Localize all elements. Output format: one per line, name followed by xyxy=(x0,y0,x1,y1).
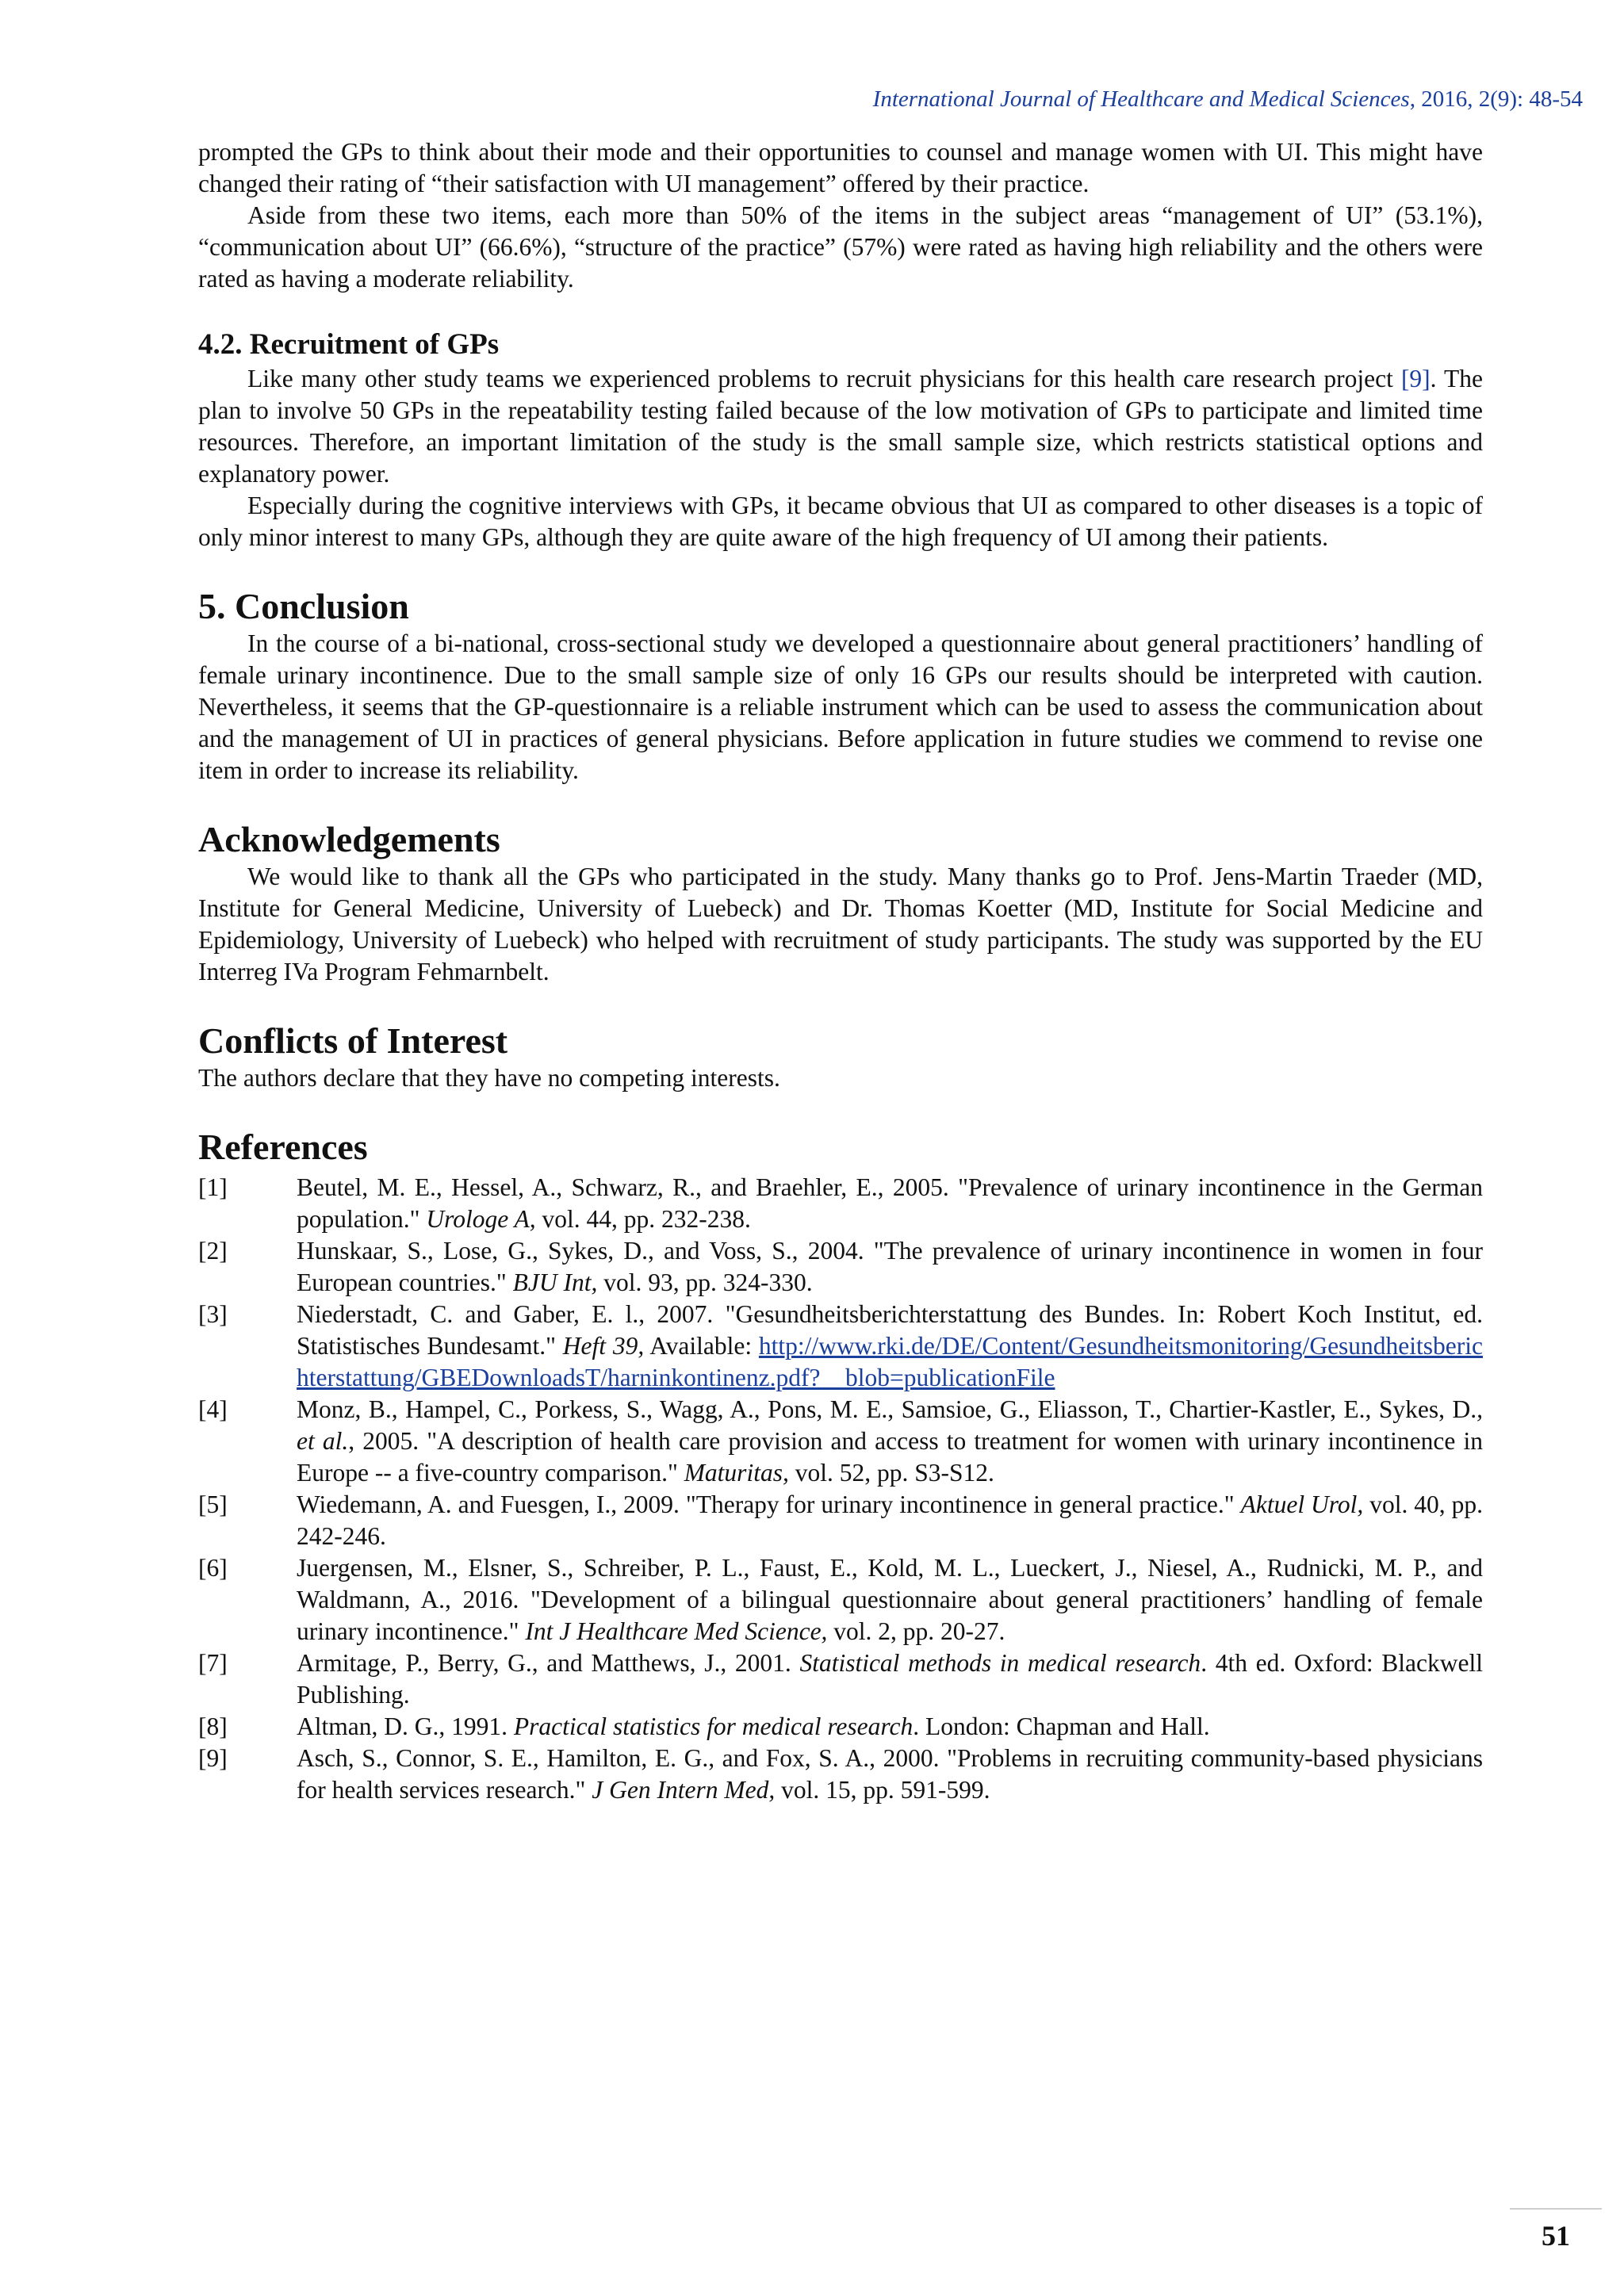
text: Like many other study teams we experienced problems to recruit physicians for this health care research project xyxy=(247,365,1401,392)
text: vol. 2, pp. 20-27. xyxy=(827,1617,1005,1645)
journal-title: BJU Int, xyxy=(512,1269,598,1296)
reference-number: [2] xyxy=(198,1237,228,1265)
text: Altman, D. G., 1991. xyxy=(297,1712,514,1740)
paragraph: prompted the GPs to think about their mode and their opportunities to counsel and manage women with UI. This might have changed their rating of “their satisfaction with UI management” offered by their practice. xyxy=(198,138,1483,197)
section-heading-conclusion: 5. Conclusion xyxy=(198,586,409,626)
text: Hunskaar, S., Lose, G., Sykes, D., and Voss, S., 2004. "The prevalence of urinary incontinence in women in four European countries." xyxy=(297,1237,1483,1296)
reference-item xyxy=(198,1394,1483,1489)
page-number: 51 xyxy=(1542,2220,1570,2252)
reference-number: [6] xyxy=(198,1554,228,1582)
text: , 2005. "A description of health care provision and access to treatment for women with urinary incontinence in Europe -- a five-country comparison." xyxy=(297,1427,1483,1487)
reference-number: [7] xyxy=(198,1649,228,1677)
reference-item xyxy=(198,1711,1483,1743)
text: . The plan to involve 50 GPs in the repeatability testing failed because of the low motivation of GPs to participate and limited time resources. Therefore, an important limitation of the study is the small sample size, which restricts statistical options and explanatory power. xyxy=(198,365,1484,488)
running-header xyxy=(873,86,1583,113)
section-heading-recruitment: 4.2. Recruitment of GPs xyxy=(198,328,500,361)
footer-divider xyxy=(1510,2208,1602,2210)
text: Wiedemann, A. and Fuesgen, I., 2009. "Therapy for urinary incontinence in general practice." xyxy=(297,1490,1241,1518)
journal-title: Maturitas, xyxy=(684,1459,789,1487)
main-text xyxy=(198,136,1483,1806)
text: Monz, B., Hampel, C., Porkess, S., Wagg, A., Pons, M. E., Samsioe, G., Eliasson, T., Chartier-Kastler, E., Sykes, D. xyxy=(297,1395,1477,1423)
text: . 4th ed. Oxford: Blackwell Publishing. xyxy=(297,1649,1484,1709)
reference-number: [9] xyxy=(198,1744,228,1772)
section-heading-conflicts: Conflicts of Interest xyxy=(198,1020,508,1061)
reference-url-link[interactable]: http://www.rki.de/DE/Content/Gesundheitsmonitoring/Gesundheitsberichterstattung/GBEDownloadsT/harninkontinenz.pdf?__blob=publicationFile xyxy=(297,1332,1484,1391)
journal-citation: , 2016, 2(9): 48-54 xyxy=(1409,86,1583,112)
paragraph: We would like to thank all the GPs who participated in the study. Many thanks go to Prof. Jens-Martin Traeder (MD, Institute for General Medicine, University of Luebeck) and Dr. Thomas Koetter (MD, Institute for Social Medicine and Epidemiology, University of Luebeck) who helped with recruitment of study participants. The study was supported by the EU Interreg IVa Program Fehmarnbelt. xyxy=(198,863,1483,985)
book-title: Statistical methods in medical research xyxy=(799,1649,1201,1677)
paragraph: In the course of a bi-national, cross-sectional study we developed a questionnaire about general practitioners’ handling of female urinary incontinence. Due to the small sample size of only 16 GPs our results should be interpreted with caution. Nevertheless, it seems that the GP-questionnaire is a reliable instrument which can be used to assess the communication about and the management of UI in practices of general physicians. Before application in future studies we commend to revise one item in order to increase its reliability. xyxy=(198,629,1483,784)
paragraph: The authors declare that they have no competing interests. xyxy=(198,1064,780,1092)
text: vol. 15, pp. 591-599. xyxy=(775,1776,990,1804)
reference-number: [3] xyxy=(198,1300,228,1328)
text: vol. 44, pp. 232-238. xyxy=(535,1205,751,1233)
journal-title: Urologe A, xyxy=(426,1205,536,1233)
paragraph: Aside from these two items, each more than 50% of the items in the subject areas “management of UI” (53.1%), “communication about UI” (66.6%), “structure of the practice” (57%) were rated as having high reliability and the others were rated as having a moderate reliability. xyxy=(198,201,1483,293)
text: Niederstadt, C. and Gaber, E. l., 2007. "Gesundheitsberichterstattung des Bundes. In: Robert Koch Institut, ed. Statistisches Bundesamt." xyxy=(297,1300,1483,1360)
text: vol. 40, pp. 242-246. xyxy=(297,1490,1483,1550)
reference-item xyxy=(198,1172,1483,1235)
reference-item xyxy=(198,1743,1483,1806)
reference-item xyxy=(198,1235,1483,1299)
reference-number: [1] xyxy=(198,1173,228,1201)
text: Asch, S., Connor, S. E., Hamilton, E. G., and Fox, S. A., 2000. "Problems in recruiting community-based physicians for health services research." xyxy=(297,1744,1483,1804)
journal-title: Int J Healthcare Med Science, xyxy=(525,1617,828,1645)
section-heading-references: References xyxy=(198,1127,368,1167)
et-al: , et al. xyxy=(297,1395,1483,1455)
journal-title: Heft 39, xyxy=(562,1332,645,1360)
book-title: Practical statistics for medical research xyxy=(513,1712,914,1740)
reference-item xyxy=(198,1489,1483,1552)
citation-link[interactable]: [9] xyxy=(1400,365,1431,392)
reference-number: [8] xyxy=(198,1712,228,1740)
paragraph xyxy=(198,363,1483,490)
text: vol. 93, pp. 324-330. xyxy=(597,1269,813,1296)
journal-name: International Journal of Healthcare and Medical Sciences xyxy=(872,86,1410,112)
text: vol. 52, pp. S3-S12. xyxy=(788,1459,994,1487)
section-heading-acknowledgements: Acknowledgements xyxy=(198,819,500,859)
text: Available: xyxy=(644,1332,759,1360)
reference-item xyxy=(198,1647,1483,1711)
text: Armitage, P., Berry, G., and Matthews, J., 2001. xyxy=(297,1649,800,1677)
text: . London: Chapman and Hall. xyxy=(913,1712,1210,1740)
text: Beutel, M. E., Hessel, A., Schwarz, R., and Braehler, E., 2005. "Prevalence of urinary incontinence in the German population." xyxy=(297,1173,1483,1233)
reference-list xyxy=(198,1172,1483,1806)
reference-number: [4] xyxy=(198,1395,228,1423)
text: Juergensen, M., Elsner, S., Schreiber, P. L., Faust, E., Kold, M. L., Lueckert, J., Niesel, A., Rudnicki, M. P., and Waldmann, A., 2016. "Development of a bilingual questionnaire about general practitioners’ handling of female urinary incontinence." xyxy=(297,1554,1483,1645)
journal-title: J Gen Intern Med, xyxy=(592,1776,776,1804)
paragraph: Especially during the cognitive interviews with GPs, it became obvious that UI as compared to other diseases is a topic of only minor interest to many GPs, although they are quite aware of the high frequency of UI among their patients. xyxy=(198,492,1483,551)
journal-title: Aktuel Urol, xyxy=(1240,1490,1364,1518)
reference-item xyxy=(198,1552,1483,1647)
reference-number: [5] xyxy=(198,1490,228,1518)
reference-item xyxy=(198,1299,1483,1394)
